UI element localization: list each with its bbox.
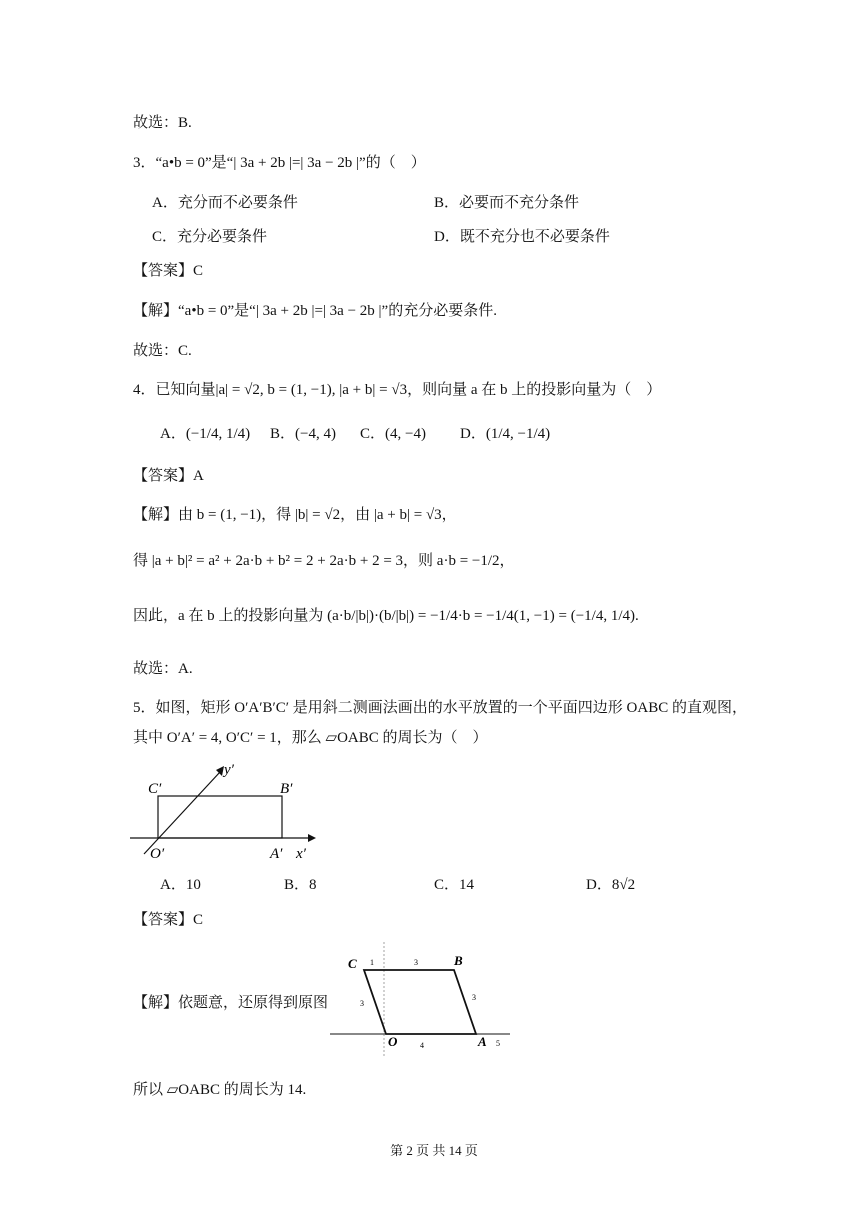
- q4-solution-3: 因此，a 在 b 上的投影向量为 (a·b/|b|)·(b/|b|) = −1/4·b = −1/4(1, −1) = (−1/4, 1/4).: [133, 608, 639, 624]
- question-3: 3．“a•b = 0”是“| 3a + 2b |=| 3a − 2b |”的（ ）: [133, 155, 426, 171]
- label-b-prime: B′: [280, 781, 293, 797]
- q4-solution-2: 得 |a + b|² = a² + 2a·b + b² = 2 + 2a·b + 2 = 3，则 a·b = −1/2，: [133, 553, 515, 569]
- page-footer: 第 2 页 共 14 页: [390, 1143, 478, 1158]
- q5-option-a: A．10: [160, 877, 201, 893]
- label-a: A: [478, 1034, 487, 1049]
- q4-solution-1: 【解】由 b = (1, −1)，得 |b| = √2，由 |a + b| = √3，: [133, 507, 457, 523]
- question-5-line-2: 其中 O′A′ = 4, O′C′ = 1，那么 ▱OABC 的周长为（ ）: [133, 730, 488, 746]
- q5-solution: 【解】依题意，还原得到原图: [133, 995, 329, 1011]
- original-figure: [328, 938, 520, 1062]
- oblique-drawing-figure: [130, 758, 330, 866]
- q3-option-c: C．充分必要条件: [152, 229, 268, 245]
- label-y-prime: y′: [224, 762, 234, 778]
- label-o-prime: O′: [150, 846, 165, 862]
- length-label-oc: 3: [360, 999, 364, 1008]
- question-4: 4．已知向量|a| = √2, b = (1, −1), |a + b| = √3，则向量 a 在 b 上的投影向量为（ ）: [133, 382, 662, 398]
- q3-option-d: D．既不充分也不必要条件: [434, 229, 610, 245]
- q4-option-b: B．(−4, 4): [270, 426, 336, 442]
- length-label-1: 1: [370, 958, 374, 967]
- q5-option-c: C．14: [434, 877, 475, 893]
- q4-option-d: D．(1/4, −1/4): [460, 426, 551, 442]
- length-label-oa: 4: [420, 1041, 424, 1050]
- prev-answer-line: 故选：B.: [133, 115, 192, 131]
- label-a-prime: A′: [270, 846, 283, 862]
- q5-option-d: D．8√2: [586, 877, 636, 893]
- q5-answer: 【答案】C: [133, 912, 204, 928]
- q3-selection: 故选：C.: [133, 343, 192, 359]
- label-c-prime: C′: [148, 781, 162, 797]
- q5-option-b: B．8: [284, 877, 317, 893]
- length-label-cb: 3: [414, 958, 418, 967]
- q3-solution: 【解】“a•b = 0”是“| 3a + 2b |=| 3a − 2b |”的充分必要条件.: [133, 303, 497, 319]
- q4-answer: 【答案】A: [133, 468, 204, 484]
- q4-option-a: A．(−1/4, 1/4): [160, 426, 251, 442]
- q3-answer: 【答案】C: [133, 263, 204, 279]
- q4-selection: 故选：A.: [133, 661, 193, 677]
- length-label-ab: 3: [472, 993, 476, 1002]
- label-o: O: [388, 1034, 398, 1049]
- label-c: C: [348, 956, 357, 971]
- q3-option-a: A．充分而不必要条件: [152, 195, 298, 211]
- label-x-prime: x′: [296, 846, 306, 862]
- q3-option-b: B．必要而不充分条件: [434, 195, 580, 211]
- question-5: 5．如图，矩形 O′A′B′C′ 是用斜二测画法画出的水平放置的一个平面四边形 OABC 的直观图，: [133, 700, 747, 716]
- q5-conclusion: 所以 ▱OABC 的周长为 14.: [133, 1082, 307, 1098]
- label-b: B: [454, 953, 463, 968]
- q4-option-c: C．(4, −4): [360, 426, 426, 442]
- length-label-5: 5: [496, 1039, 500, 1048]
